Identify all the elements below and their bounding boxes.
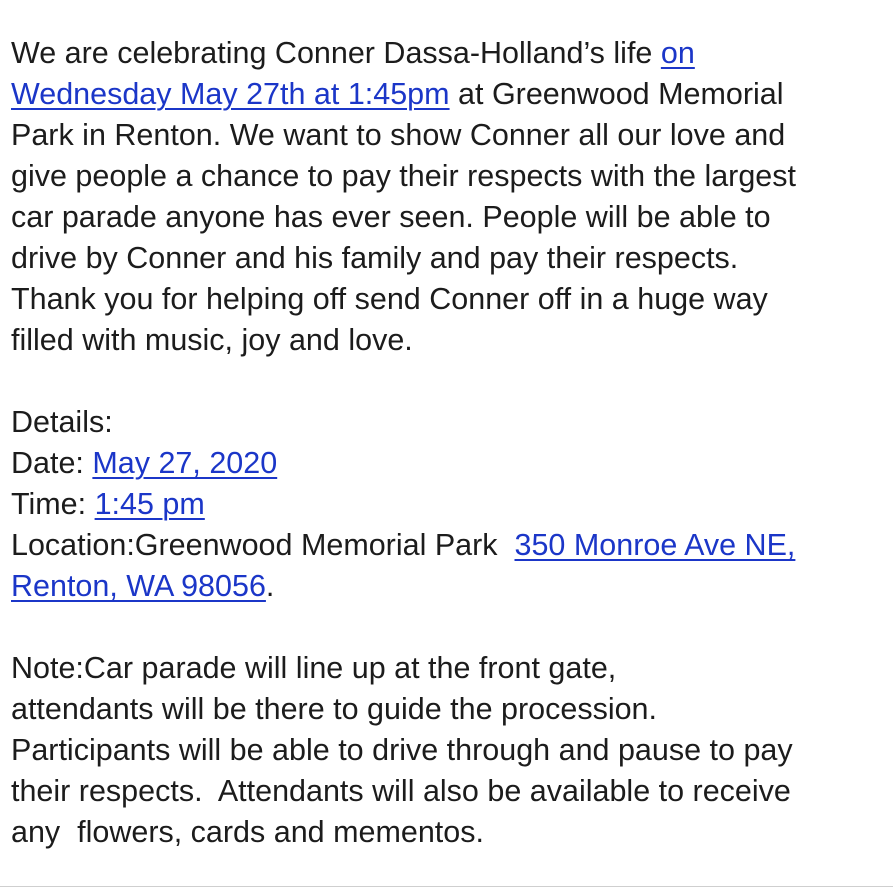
event-date-link-start[interactable]: on	[660, 36, 695, 70]
intro-line-1	[11, 33, 883, 74]
intro-line-7: Thank you for helping off send Conner off in a huge way	[11, 282, 768, 316]
note-line-2: attendants will be there to guide the procession.	[11, 692, 657, 726]
time-label: Time:	[11, 487, 95, 521]
address-row	[11, 566, 883, 607]
address-suffix: .	[265, 569, 275, 603]
details-heading: Details:	[11, 405, 113, 439]
time-row	[11, 484, 883, 525]
note-line-5: any flowers, cards and mementos.	[11, 815, 484, 849]
intro-line-4: give people a chance to pay their respects with the largest	[11, 159, 796, 193]
time-link[interactable]: 1:45 pm	[94, 487, 205, 521]
intro-line-6: drive by Conner and his family and pay their respects.	[11, 241, 739, 275]
event-date-link[interactable]: Wednesday May 27th at 1:45pm	[11, 77, 450, 111]
intro-text-1: We are celebrating Conner Dassa-Holland’s life	[11, 36, 661, 70]
date-label: Date:	[11, 446, 93, 480]
address-link-line-1[interactable]: 350 Monroe Ave NE,	[514, 528, 796, 562]
note-line-3: Participants will be able to drive through and pause to pay	[11, 733, 793, 767]
note-line-1: Note:Car parade will line up at the front gate,	[11, 651, 617, 685]
intro-line-2	[11, 74, 883, 115]
note-line-4: their respects. Attendants will also be available to receive	[11, 774, 791, 808]
location-label: Location:Greenwood Memorial Park	[11, 528, 515, 562]
spacer	[11, 607, 883, 648]
address-link-line-2[interactable]: Renton, WA 98056	[11, 569, 266, 603]
date-row	[11, 443, 883, 484]
intro-line-3: Park in Renton. We want to show Conner all our love and	[11, 118, 786, 152]
intro-line-5: car parade anyone has ever seen. People will be able to	[11, 200, 771, 234]
intro-line-8: filled with music, joy and love.	[11, 323, 413, 357]
date-link[interactable]: May 27, 2020	[92, 446, 278, 480]
intro-text-2: at Greenwood Memorial	[449, 77, 784, 111]
bottom-divider	[0, 886, 893, 887]
spacer	[11, 361, 883, 402]
location-row	[11, 525, 883, 566]
